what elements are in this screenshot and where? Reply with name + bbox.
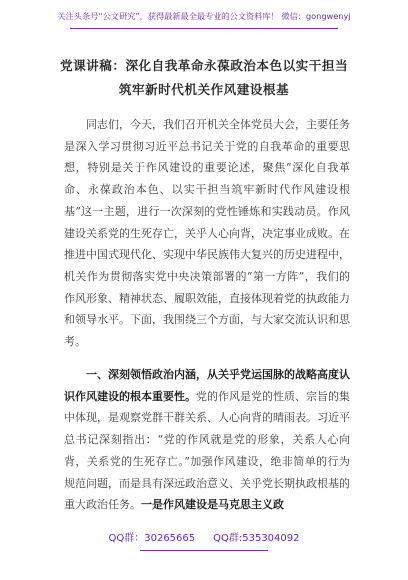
section-one-heading: 一、深刻领悟政治内涵，从关乎党运国脉的战略高度认识作风建设的根本重要性。 [64, 368, 350, 403]
section-one-body: 党的作风是党的性质、宗旨的集中体现，是观察党群干群关系、人心向背的晴雨表。习近平总书记深刻指出：“党的作风就是党的形象，关系人心向背，关系党的生死存亡。”加强作风建设，绝非简单的行为规范问题，而是具有深远政治意义、关乎党长期执政根基的重大政治任务。 [64, 389, 350, 512]
footer-qq-group-2: QQ群:535304092 [213, 533, 300, 544]
footer-qq-group-1: QQ群：30265665 [108, 533, 196, 544]
paragraph-section-one [64, 364, 350, 516]
paragraph-intro: 同志们，今天，我们召开机关全体党员大会，主要任务是深入学习贯彻习近平总书记关于党的自我革命的重要思想，特别是关于作风建设的重要论述，聚焦“深化自我革命、永葆政治本色、以实干担当筑牢新时代作风建设根基”这一主题，进行一次深刻的党性锤炼和实践动员。作风建设关系党的生死存亡，关乎人心向背，决定事业成败。在推进中国式现代化、实现中华民族伟大复兴的历史进程中，机关作为贯彻落实党中央决策部署的“第一方阵”，我们的作风形象、精神状态、履职效能，直接体现着党的执政能力和领导水平。下面，我围绕三个方面，与大家交流认识和思考。 [64, 118, 350, 349]
header-divider [70, 28, 338, 29]
document-title: 党课讲稿：深化自我革命永葆政治本色以实干担当筑牢新时代机关作风建设根基 [59, 58, 349, 97]
footer-underline [140, 550, 268, 551]
footer-contacts [0, 532, 408, 546]
header-banner: 关注头条号“公文研究”，获得最新最全最专业的公文资料库！ 微信：gongwenyj [57, 11, 351, 21]
section-one-point-heading: 一是作风建设是马克思主义政 [141, 498, 284, 512]
